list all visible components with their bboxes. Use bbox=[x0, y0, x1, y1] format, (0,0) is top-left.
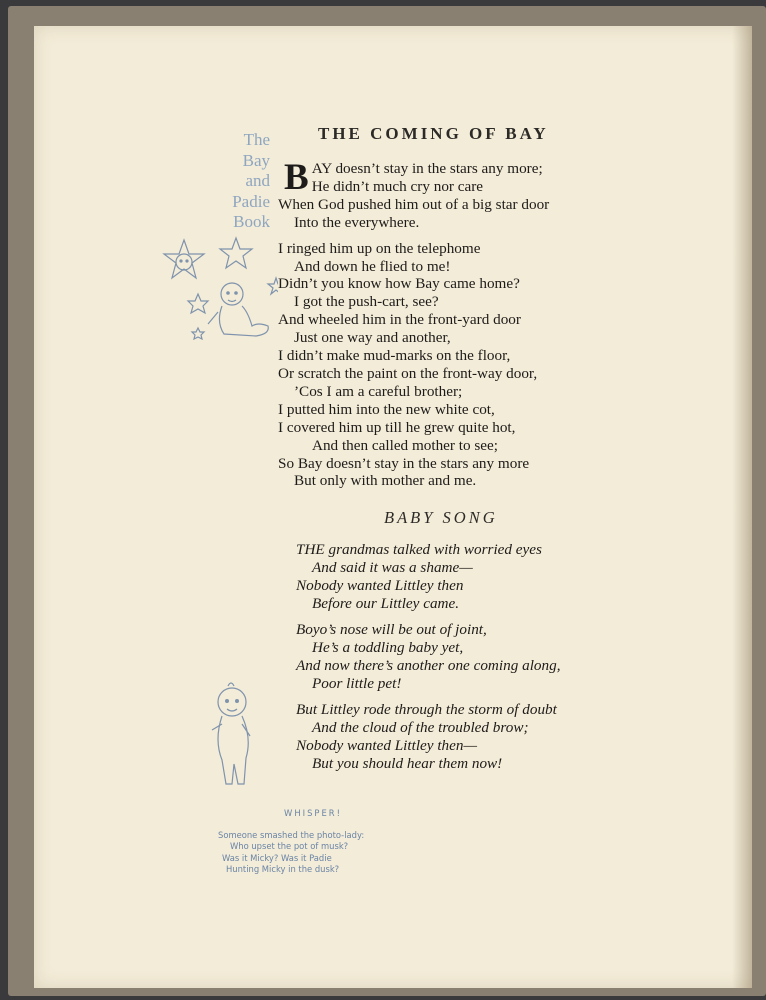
poem-line: AY doesn’t stay in the stars any more; bbox=[311, 160, 543, 177]
side-title-line: Book bbox=[233, 212, 270, 231]
poem1-title: THE COMING OF BAY bbox=[318, 124, 549, 143]
poem-line: Nobody wanted Littley then bbox=[296, 577, 464, 594]
side-title-line: and bbox=[245, 171, 270, 190]
poem-line: But Littley rode through the storm of doubt bbox=[296, 701, 557, 718]
poem-line: I covered him up till he grew quite hot, bbox=[278, 418, 516, 436]
poem-line: But only with mother and me. bbox=[294, 472, 477, 490]
stanza bbox=[278, 157, 638, 232]
poem2-body bbox=[296, 541, 676, 773]
whisper-line: Was it Micky? Was it Padie bbox=[222, 852, 332, 863]
poem-line: I ringed him up on the telephome bbox=[278, 239, 481, 257]
spine-shadow bbox=[732, 26, 752, 988]
poem1-body bbox=[278, 157, 638, 490]
poem-line: And wheeled him in the front-yard door bbox=[278, 311, 521, 329]
side-title-line: The bbox=[243, 130, 270, 149]
stanza bbox=[278, 240, 638, 491]
poem2-title: BABY SONG bbox=[384, 508, 498, 527]
star-icon bbox=[268, 278, 278, 294]
poem-line: When God pushed him out of a big star door bbox=[278, 195, 550, 213]
poem-line: So Bay doesn’t stay in the stars any more bbox=[278, 454, 530, 472]
kewpie-figure-illustration bbox=[208, 680, 260, 792]
whisper-verse bbox=[218, 808, 398, 875]
poem-line: Just one way and another, bbox=[294, 329, 451, 347]
poem-line: Boyo’s nose will be out of joint, bbox=[296, 621, 487, 638]
poem-line: Or scratch the paint on the front-way door, bbox=[278, 364, 538, 382]
poem-line: Poor little pet! bbox=[312, 675, 402, 692]
poem-line: And said it was a shame— bbox=[312, 559, 473, 576]
poem-line: ’Cos I am a careful brother; bbox=[294, 382, 463, 400]
poem-line: But you should hear them now! bbox=[312, 755, 503, 772]
poem-line: And then called mother to see; bbox=[312, 436, 498, 454]
poem-line: Nobody wanted Littley then— bbox=[296, 737, 477, 754]
poem-line: I didn’t make mud-marks on the floor, bbox=[278, 347, 511, 365]
star-icon bbox=[220, 238, 252, 268]
poem-line: And down he flied to me! bbox=[294, 257, 451, 275]
whisper-line: Someone smashed the photo-lady: bbox=[218, 830, 365, 841]
star-icon bbox=[188, 294, 208, 313]
side-title-line: Padie bbox=[232, 191, 270, 211]
poem-line: Before our Littley came. bbox=[312, 595, 460, 612]
star-icon bbox=[192, 328, 204, 339]
poem-line: He’s a toddling baby yet, bbox=[312, 639, 464, 656]
book-side-title bbox=[192, 130, 270, 233]
drop-cap: B bbox=[284, 157, 309, 198]
poem-line: He didn’t much cry nor care bbox=[311, 177, 484, 195]
side-title-line: Bay bbox=[242, 150, 270, 170]
poem-line: THE grandmas talked with worried eyes bbox=[296, 541, 542, 558]
poem-line: Into the everywhere. bbox=[294, 213, 420, 231]
poem-line: I putted him into the new white cot, bbox=[278, 400, 495, 418]
whisper-line: Who upset the pot of musk? bbox=[230, 841, 349, 852]
whisper-line: Hunting Micky in the dusk? bbox=[226, 863, 340, 874]
poem-line: And now there’s another one coming along, bbox=[296, 657, 561, 674]
whisper-title: WHISPER! bbox=[284, 808, 342, 818]
poem-line: I got the push-cart, see? bbox=[294, 293, 439, 311]
poem-line: And the cloud of the troubled brow; bbox=[312, 719, 529, 736]
star-icon bbox=[164, 240, 204, 278]
poem-line: Didn’t you know how Bay came home? bbox=[278, 275, 520, 293]
star-kewpie-illustration bbox=[158, 234, 278, 344]
